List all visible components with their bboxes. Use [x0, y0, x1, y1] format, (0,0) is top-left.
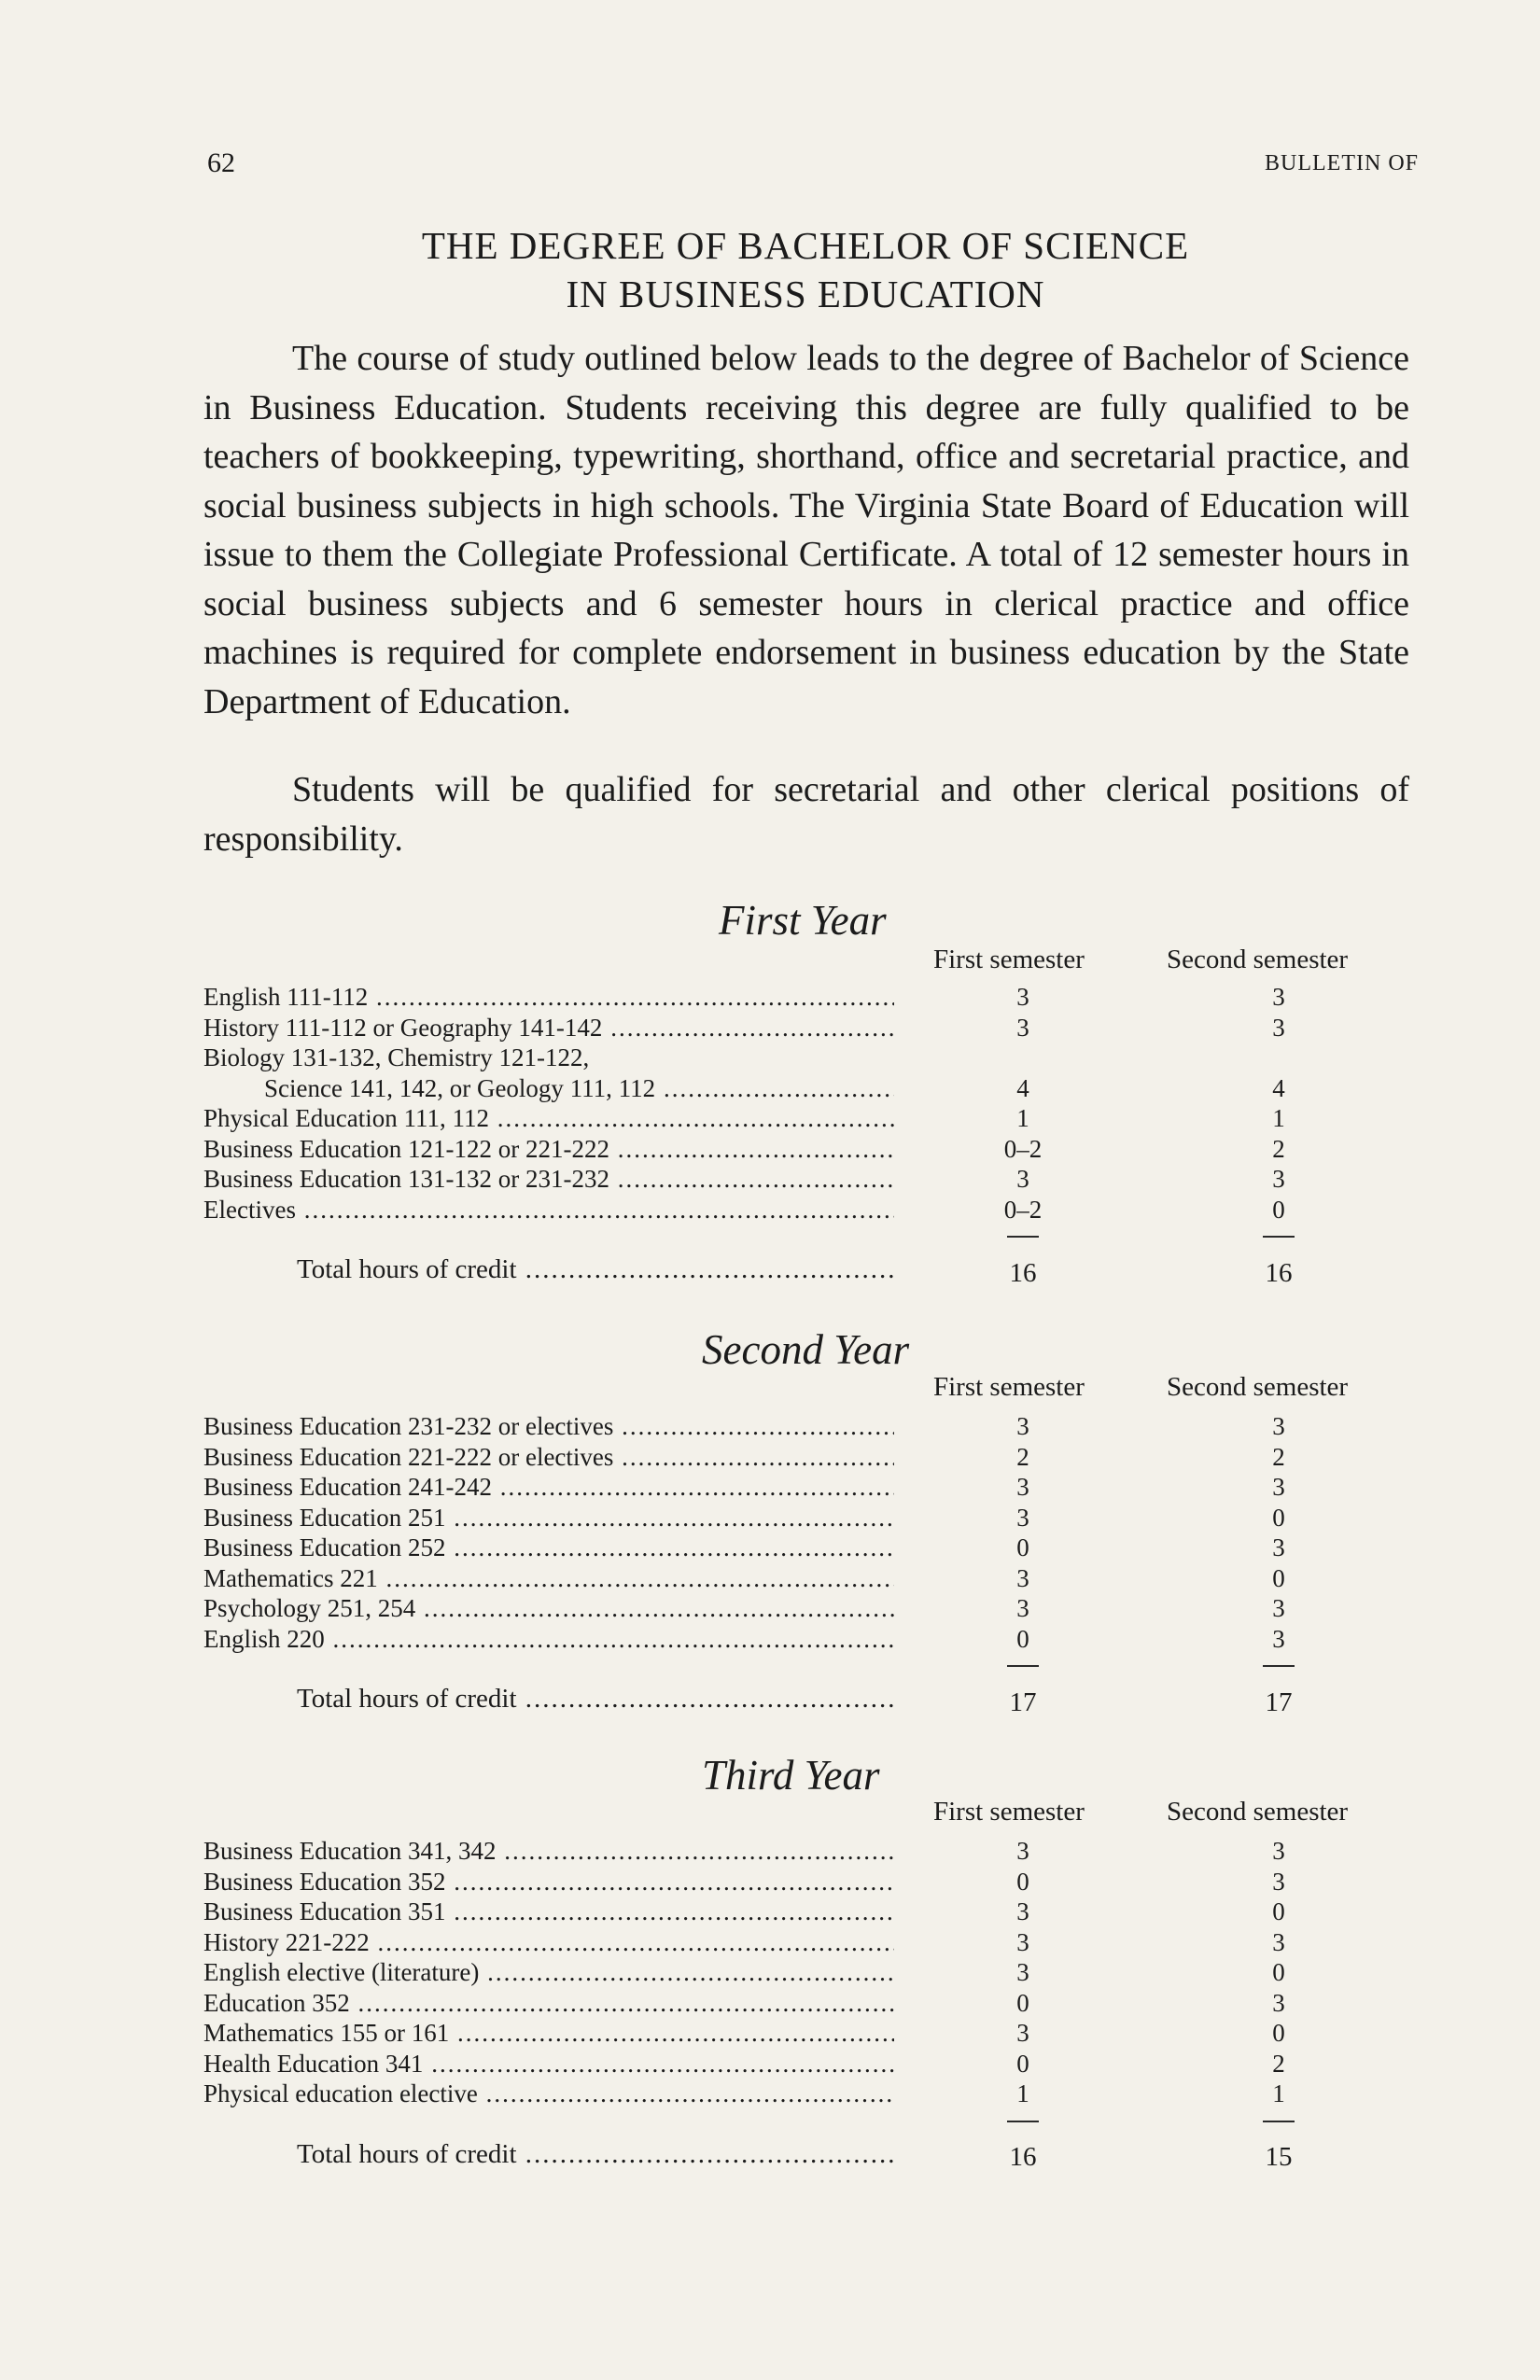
- second-semester-hours: 0: [1272, 2019, 1285, 2047]
- second-semester-hours: 3: [1272, 1533, 1285, 1561]
- total-row: [203, 1684, 1407, 1717]
- table-row: [203, 1867, 1407, 1897]
- second-semester-hours: 3: [1272, 1165, 1285, 1193]
- total-label: Total hours of credit .....: [297, 2139, 894, 2170]
- table-row: [203, 1563, 1407, 1594]
- second-semester-hours: 0: [1272, 1897, 1285, 1925]
- table-row: [203, 1836, 1407, 1867]
- first-year-col-first-semester: First semester: [933, 945, 1085, 974]
- second-semester-hours: 3: [1272, 1837, 1285, 1865]
- course-name: English elective (literature) .....: [203, 1957, 894, 1988]
- second-semester-hours: 4: [1272, 1073, 1285, 1102]
- first-semester-hours: 1: [1016, 2079, 1029, 2107]
- course-name: Business Education 352 .....: [203, 1867, 894, 1897]
- second-year-course-table: [203, 1411, 1407, 1717]
- first-year-col-second-semester: Second semester: [1167, 945, 1349, 974]
- first-semester-hours: 3: [1016, 1927, 1029, 1956]
- second-semester-hours: 0: [1272, 1195, 1285, 1224]
- second-semester-hours: 3: [1272, 1927, 1285, 1956]
- second-semester-hours: 3: [1272, 1412, 1285, 1440]
- table-row: [203, 1927, 1407, 1958]
- second-semester-hours: 2: [1272, 1442, 1285, 1471]
- table-row: [203, 2018, 1407, 2049]
- table-row: [203, 1164, 1407, 1195]
- course-name: Business Education 351 .....: [203, 1897, 894, 1927]
- course-name: History 221-222 .....: [203, 1927, 894, 1958]
- first-semester-hours: 1: [1016, 1104, 1029, 1132]
- total-second-semester: 17: [1265, 1687, 1293, 1717]
- sum-rule: [1007, 2121, 1039, 2122]
- sum-rule: [1007, 1665, 1039, 1667]
- sum-rule: [1263, 1665, 1295, 1667]
- total-second-semester: 15: [1265, 2142, 1293, 2172]
- second-semester-hours: 2: [1272, 2049, 1285, 2078]
- table-row: [203, 1411, 1407, 1442]
- first-semester-hours: 3: [1016, 1503, 1029, 1532]
- first-semester-hours: 3: [1016, 1473, 1029, 1501]
- second-semester-hours: 0: [1272, 1503, 1285, 1532]
- table-row: [203, 1624, 1407, 1655]
- course-name-continued: Science 141, 142, or Geology 111, 112 .....: [203, 1073, 894, 1104]
- table-row: [203, 982, 1407, 1013]
- second-semester-hours: 0: [1272, 1563, 1285, 1592]
- third-year-col-first-semester: First semester: [933, 1797, 1085, 1827]
- course-name: Business Education 121-122 or 221-222 .....: [203, 1134, 894, 1165]
- course-name: Physical Education 111, 112 .....: [203, 1103, 894, 1134]
- total-first-semester: 16: [1009, 2142, 1037, 2172]
- course-name: History 111-112 or Geography 141-142 .....: [203, 1013, 894, 1043]
- second-semester-hours: 3: [1272, 983, 1285, 1011]
- table-row: [203, 2079, 1407, 2109]
- first-semester-hours: 0–2: [1003, 1134, 1043, 1163]
- first-year-course-table: [203, 982, 1407, 1288]
- course-name: Biology 131-132, Chemistry 121-122,: [203, 1043, 590, 1071]
- first-semester-hours: 0: [1016, 1988, 1029, 2017]
- first-semester-hours: 3: [1016, 1897, 1029, 1925]
- table-row: [203, 1103, 1407, 1134]
- table-row: [203, 1472, 1407, 1503]
- page-number: 62: [207, 147, 235, 178]
- sum-rule: [1263, 2121, 1295, 2122]
- table-row: [203, 1897, 1407, 1927]
- course-name: Business Education 231-232 or electives .....: [203, 1411, 894, 1442]
- total-label: Total hours of credit .....: [297, 1254, 894, 1285]
- first-semester-hours: 3: [1016, 1563, 1029, 1592]
- sum-rule-row: [203, 1225, 1407, 1254]
- course-name: Business Education 251 .....: [203, 1503, 894, 1533]
- first-semester-hours: 3: [1016, 1412, 1029, 1440]
- second-year-heading: Second Year: [702, 1326, 910, 1373]
- first-semester-hours: 0: [1016, 1867, 1029, 1896]
- table-row: [203, 1593, 1407, 1624]
- first-semester-hours: 3: [1016, 2019, 1029, 2047]
- first-semester-hours: 4: [1016, 1073, 1029, 1102]
- second-semester-hours: 3: [1272, 1867, 1285, 1896]
- second-semester-hours: 3: [1272, 1594, 1285, 1622]
- table-row: [203, 2049, 1407, 2079]
- total-second-semester: 16: [1265, 1257, 1293, 1288]
- table-row: [203, 1043, 1407, 1103]
- first-semester-hours: 0–2: [1003, 1195, 1043, 1224]
- total-first-semester: 16: [1009, 1257, 1037, 1288]
- total-label: Total hours of credit .....: [297, 1684, 894, 1715]
- table-row: [203, 1134, 1407, 1165]
- course-name: Psychology 251, 254 .....: [203, 1593, 894, 1624]
- first-semester-hours: 3: [1016, 983, 1029, 1011]
- second-semester-hours: 2: [1272, 1134, 1285, 1163]
- table-row: [203, 1503, 1407, 1533]
- course-name: Business Education 341, 342 .....: [203, 1836, 894, 1867]
- total-row: [203, 2139, 1407, 2173]
- total-row: [203, 1254, 1407, 1288]
- table-row: [203, 1957, 1407, 1988]
- table-row: [203, 1195, 1407, 1225]
- second-semester-hours: 0: [1272, 1958, 1285, 1986]
- second-semester-hours: 1: [1272, 2079, 1285, 2107]
- table-row: [203, 1442, 1407, 1473]
- third-year-heading: Third Year: [702, 1752, 880, 1799]
- course-name: Business Education 131-132 or 231-232 .....: [203, 1164, 894, 1195]
- intro-paragraph-2: Students will be qualified for secretarial and other clerical positions of responsibility.: [203, 770, 1409, 859]
- first-semester-hours: 3: [1016, 1837, 1029, 1865]
- course-name: Health Education 341 .....: [203, 2049, 894, 2079]
- course-name: Electives .....: [203, 1195, 894, 1225]
- first-semester-hours: 3: [1016, 1958, 1029, 1986]
- table-row: [203, 1988, 1407, 2019]
- course-name: Business Education 252 .....: [203, 1533, 894, 1563]
- total-first-semester: 17: [1009, 1687, 1037, 1717]
- course-name: Physical education elective .....: [203, 2079, 894, 2109]
- course-name: English 220 .....: [203, 1624, 894, 1655]
- third-year-course-table: [203, 1836, 1407, 2173]
- sum-rule: [1007, 1236, 1039, 1238]
- sum-rule: [1263, 1236, 1295, 1238]
- first-semester-hours: 0: [1016, 1533, 1029, 1561]
- first-semester-hours: 0: [1016, 1624, 1029, 1653]
- running-head: BULLETIN OF: [1265, 151, 1419, 175]
- table-row: [203, 1533, 1407, 1563]
- first-semester-hours: 3: [1016, 1013, 1029, 1042]
- first-semester-hours: 3: [1016, 1594, 1029, 1622]
- first-semester-hours: 3: [1016, 1165, 1029, 1193]
- second-year-col-first-semester: First semester: [933, 1372, 1085, 1402]
- second-semester-hours: 3: [1272, 1473, 1285, 1501]
- second-semester-hours: 3: [1272, 1988, 1285, 2017]
- course-name: Mathematics 221 .....: [203, 1563, 894, 1594]
- third-year-col-second-semester: Second semester: [1167, 1797, 1349, 1827]
- first-semester-hours: 0: [1016, 2049, 1029, 2078]
- table-row: [203, 1013, 1407, 1043]
- course-name: English 111-112 .....: [203, 982, 894, 1013]
- course-name: Mathematics 155 or 161 .....: [203, 2018, 894, 2049]
- second-semester-hours: 3: [1272, 1013, 1285, 1042]
- second-year-col-second-semester: Second semester: [1167, 1372, 1349, 1402]
- first-year-heading: First Year: [719, 897, 887, 944]
- second-semester-hours: 3: [1272, 1624, 1285, 1653]
- page-title-line-1: THE DEGREE OF BACHELOR OF SCIENCE: [421, 224, 1190, 267]
- course-name: Education 352 .....: [203, 1988, 894, 2019]
- first-semester-hours: 2: [1016, 1442, 1029, 1471]
- course-name: Business Education 241-242 .....: [203, 1472, 894, 1503]
- course-name: Business Education 221-222 or electives .....: [203, 1442, 894, 1473]
- second-semester-hours: 1: [1272, 1104, 1285, 1132]
- intro-paragraph-1: The course of study outlined below leads to the degree of Bachelor of Science in Business Education. Students receiving this degree are fully qualified to be teachers of bookkeeping, typewriting, shorthand, office and secretarial practice, and social business subjects in high schools. The Virginia State Board of Education will issue to them the Collegiate Professional Certificate. A total of 12 semester hours in social business subjects and 6 semester hours in clerical practice and office machines is required for complete endorsement in business education by the State Department of Education.: [203, 339, 1409, 721]
- sum-rule-row: [203, 2109, 1407, 2139]
- page-title-line-2: IN BUSINESS EDUCATION: [566, 273, 1045, 315]
- sum-rule-row: [203, 1654, 1407, 1684]
